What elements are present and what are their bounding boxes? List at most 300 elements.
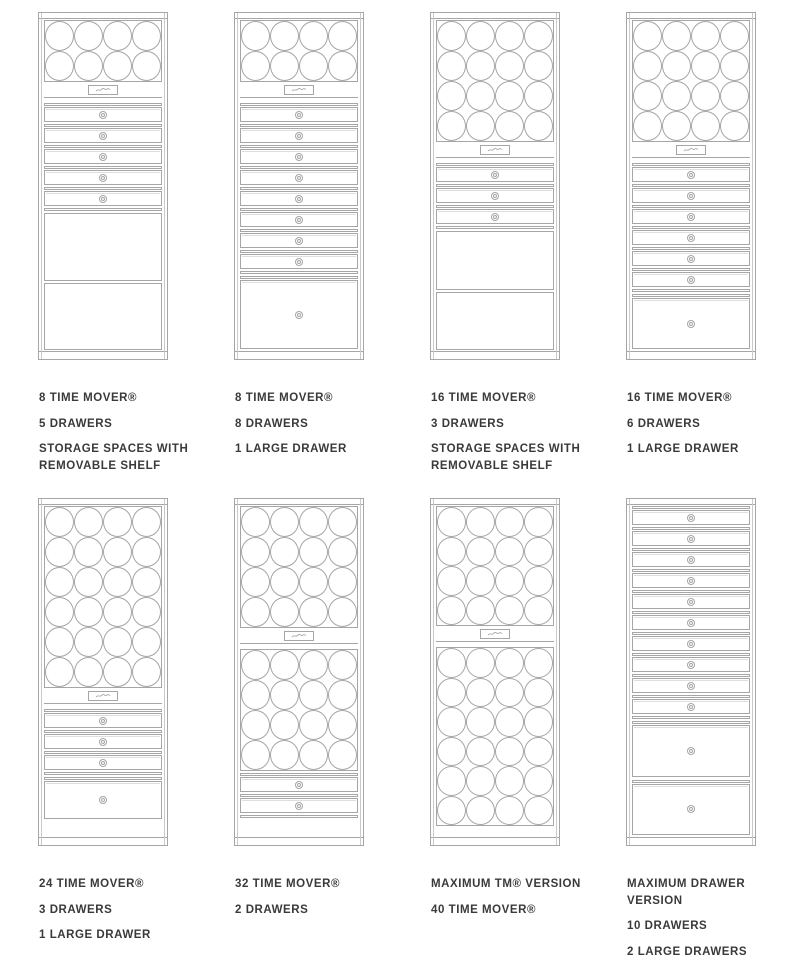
large-drawer-unit (632, 720, 750, 779)
drawer (240, 128, 358, 143)
large-drawer (632, 725, 750, 777)
drawer-stack (44, 102, 162, 212)
time-mover-slot (299, 507, 328, 537)
time-mover-slot (633, 51, 662, 81)
drawer-rail (240, 271, 358, 274)
drawer-knob-icon (295, 195, 303, 203)
cabinet-body (431, 505, 559, 837)
time-mover-row (437, 21, 553, 51)
drawer-knob-icon (99, 717, 107, 725)
drawer-knob-icon (687, 805, 695, 813)
time-mover-slot (524, 21, 553, 51)
time-mover-row (437, 796, 553, 826)
time-mover-slot (437, 81, 466, 111)
time-mover-slot (633, 111, 662, 141)
drawer-rail (44, 777, 162, 780)
time-mover-slot (103, 51, 132, 81)
time-mover-slot (241, 740, 270, 770)
drawer (632, 552, 750, 567)
time-mover-slot (103, 597, 132, 627)
caption-line: 1 LARGE DRAWER (235, 443, 347, 456)
time-mover-slot (328, 537, 357, 567)
time-mover-slot (466, 507, 495, 537)
time-mover-row (633, 81, 749, 111)
drawer-knob-icon (687, 661, 695, 669)
drawer-rail (44, 730, 162, 733)
time-mover-slot (466, 566, 495, 596)
drawer-stack (240, 772, 358, 819)
cabinet-body (431, 19, 559, 351)
time-mover-slot (720, 21, 749, 51)
drawer-knob-icon (295, 237, 303, 245)
caption-line: 24 TIME MOVER® (39, 878, 144, 890)
time-mover-slot (437, 596, 466, 626)
time-mover-slot (328, 567, 357, 597)
signature-icon (487, 147, 503, 153)
bottom-spacer (436, 827, 554, 837)
drawer-rail (44, 166, 162, 169)
time-mover-slot (633, 21, 662, 51)
cabinet-cell-max-drawer (626, 498, 800, 959)
time-mover-row (241, 21, 357, 51)
drawer-knob-icon (295, 153, 303, 161)
time-mover-section (632, 20, 750, 142)
section-divider (436, 642, 554, 646)
time-mover-slot (662, 21, 691, 51)
drawer (436, 209, 554, 224)
drawer-knob-icon (687, 747, 695, 755)
time-mover-slot (45, 627, 74, 657)
time-mover-slot (241, 710, 270, 740)
drawer (240, 149, 358, 164)
signature-icon (95, 87, 111, 93)
drawer-knob-icon (687, 535, 695, 543)
drawer (240, 191, 358, 206)
cabinet-body (235, 19, 363, 351)
large-drawer-unit (632, 293, 750, 351)
drawer-knob-icon (295, 111, 303, 119)
time-mover-slot (524, 51, 553, 81)
caption-line: 8 DRAWERS (235, 417, 309, 430)
time-mover-slot (103, 657, 132, 687)
cabinet-caption (235, 390, 411, 458)
drawer-rail (44, 709, 162, 712)
cabinet-diagram-tm24-d3-ld1 (38, 498, 168, 846)
time-mover-slot (662, 51, 691, 81)
drawer (632, 615, 750, 630)
storage-space (44, 283, 162, 351)
time-mover-slot (495, 766, 524, 796)
time-mover-slot (495, 537, 524, 567)
drawer-knob-icon (295, 802, 303, 810)
drawer (632, 573, 750, 588)
time-mover-slot (299, 650, 328, 680)
brand-plaque (676, 145, 706, 155)
drawer-rail (632, 184, 750, 187)
drawer-stack (632, 162, 750, 293)
drawer-knob-icon (99, 153, 107, 161)
drawer-rail (632, 695, 750, 698)
time-mover-slot (495, 596, 524, 626)
time-mover-slot (132, 627, 161, 657)
time-mover-slot (437, 766, 466, 796)
drawer-knob-icon (687, 577, 695, 585)
drawer-knob-icon (295, 258, 303, 266)
signature-icon (95, 693, 111, 699)
drawer (436, 188, 554, 203)
section-divider (240, 644, 358, 648)
drawer (632, 699, 750, 714)
time-mover-slot (328, 650, 357, 680)
drawer-knob-icon (99, 759, 107, 767)
time-mover-row (437, 81, 553, 111)
drawer (632, 188, 750, 203)
drawer-rail (240, 166, 358, 169)
drawer (44, 128, 162, 143)
time-mover-slot (720, 51, 749, 81)
cabinet-cell-tm16-d6-ld1 (626, 12, 800, 498)
time-mover-slot (45, 507, 74, 537)
time-mover-slot (241, 51, 270, 81)
time-mover-slot (466, 51, 495, 81)
drawer (44, 149, 162, 164)
drawer-rail (632, 205, 750, 208)
time-mover-slot (437, 796, 466, 826)
time-mover-slot (437, 111, 466, 141)
time-mover-slot (74, 507, 103, 537)
drawer-rail (44, 772, 162, 775)
time-mover-slot (241, 567, 270, 597)
time-mover-slot (437, 707, 466, 737)
brand-plaque (480, 629, 510, 639)
time-mover-row (633, 21, 749, 51)
caption-line: STORAGE SPACES WITH REMOVABLE SHELF (431, 443, 581, 473)
drawer-knob-icon (687, 255, 695, 263)
cabinet-diagram-tm16-d3-storage (430, 12, 560, 360)
time-mover-slot (241, 21, 270, 51)
cabinet-plinth (431, 837, 559, 845)
time-mover-slot (495, 678, 524, 708)
time-mover-slot (466, 707, 495, 737)
drawer-rail (436, 184, 554, 187)
time-mover-slot (466, 537, 495, 567)
drawer-knob-icon (687, 213, 695, 221)
time-mover-slot (466, 766, 495, 796)
drawer-stack (632, 505, 750, 720)
time-mover-row (45, 51, 161, 81)
time-mover-slot (132, 567, 161, 597)
drawer-rail (44, 103, 162, 106)
time-mover-slot (466, 596, 495, 626)
drawer-rail (240, 773, 358, 776)
drawer (632, 272, 750, 287)
time-mover-slot (132, 507, 161, 537)
time-mover-slot (437, 507, 466, 537)
cabinet-diagram-tm8-d8-ld1 (234, 12, 364, 360)
time-mover-slot (328, 710, 357, 740)
storage-space (436, 292, 554, 351)
time-mover-row (437, 507, 553, 537)
drawer (240, 107, 358, 122)
cabinet-diagram-max-drawer (626, 498, 756, 846)
drawer (240, 170, 358, 185)
drawer-rail (632, 653, 750, 656)
drawer-rail (240, 103, 358, 106)
drawer-rail (240, 229, 358, 232)
drawer-rail (632, 527, 750, 530)
brand-plaque (88, 691, 118, 701)
time-mover-slot (132, 51, 161, 81)
time-mover-slot (495, 21, 524, 51)
drawer-knob-icon (687, 640, 695, 648)
time-mover-slot (132, 597, 161, 627)
cabinet-plinth (235, 351, 363, 359)
drawer (240, 798, 358, 813)
drawer (44, 755, 162, 770)
cabinet-body (39, 19, 167, 351)
brand-plaque (480, 145, 510, 155)
drawer-rail (44, 187, 162, 190)
time-mover-slot (328, 740, 357, 770)
time-mover-row (437, 596, 553, 626)
time-mover-slot (524, 507, 553, 537)
drawer-rail (240, 276, 358, 279)
cabinet-plinth (627, 351, 755, 359)
caption-line: 40 TIME MOVER® (431, 903, 536, 916)
cabinet-caption (627, 390, 800, 458)
drawer-rail (632, 163, 750, 166)
time-mover-slot (495, 648, 524, 678)
time-mover-slot (132, 537, 161, 567)
time-mover-slot (524, 537, 553, 567)
time-mover-section (436, 20, 554, 142)
time-mover-slot (241, 650, 270, 680)
drawer (632, 678, 750, 693)
time-mover-slot (437, 648, 466, 678)
drawer-rail (632, 611, 750, 614)
time-mover-section (436, 647, 554, 826)
time-mover-slot (437, 566, 466, 596)
cabinet-caption (39, 876, 215, 944)
cabinet-diagram-tm8-d5-storage (38, 12, 168, 360)
caption-line: 16 TIME MOVER® (627, 392, 732, 404)
drawer-rail (632, 721, 750, 724)
time-mover-row (633, 51, 749, 81)
drawer-stack (240, 102, 358, 275)
drawer-rail (632, 289, 750, 292)
drawer-knob-icon (295, 311, 303, 319)
time-mover-slot (45, 21, 74, 51)
time-mover-slot (495, 51, 524, 81)
drawer-knob-icon (687, 514, 695, 522)
time-mover-slot (466, 737, 495, 767)
time-mover-slot (270, 21, 299, 51)
drawer-rail (44, 208, 162, 211)
time-mover-slot (437, 678, 466, 708)
drawer-rail (240, 187, 358, 190)
time-mover-slot (328, 507, 357, 537)
drawer-rail (240, 124, 358, 127)
time-mover-slot (74, 51, 103, 81)
time-mover-slot (74, 21, 103, 51)
cabinet-diagram-tm16-d6-ld1 (626, 12, 756, 360)
time-mover-slot (328, 680, 357, 710)
cabinet-cell-tm8-d8-ld1 (234, 12, 430, 498)
time-mover-slot (74, 597, 103, 627)
drawer-knob-icon (687, 556, 695, 564)
time-mover-slot (524, 796, 553, 826)
time-mover-slot (466, 678, 495, 708)
cabinet-plinth (627, 837, 755, 845)
cabinet-caption (39, 390, 215, 475)
large-drawer-unit (632, 779, 750, 838)
cabinet-diagram-tm32-d2 (234, 498, 364, 846)
time-mover-section (44, 506, 162, 688)
time-mover-slot (633, 81, 662, 111)
drawer-knob-icon (687, 619, 695, 627)
drawer-knob-icon (687, 682, 695, 690)
drawer (240, 254, 358, 269)
time-mover-slot (524, 766, 553, 796)
drawer (632, 594, 750, 609)
time-mover-slot (328, 51, 357, 81)
time-mover-slot (103, 567, 132, 597)
time-mover-slot (524, 81, 553, 111)
drawer-rail (240, 208, 358, 211)
drawer-knob-icon (295, 132, 303, 140)
time-mover-slot (299, 537, 328, 567)
large-drawer-unit (44, 776, 162, 821)
time-mover-row (437, 566, 553, 596)
cabinet-diagram-max-tm-40 (430, 498, 560, 846)
brand-plaque-band (436, 627, 554, 642)
time-mover-slot (103, 537, 132, 567)
cabinet-body (627, 19, 755, 351)
drawer (44, 170, 162, 185)
drawer-knob-icon (99, 174, 107, 182)
brand-plaque (284, 85, 314, 95)
time-mover-slot (74, 537, 103, 567)
drawer-knob-icon (295, 781, 303, 789)
time-mover-slot (74, 657, 103, 687)
drawer (632, 251, 750, 266)
cabinet-cell-tm8-d5-storage (38, 12, 234, 498)
time-mover-row (241, 597, 357, 627)
time-mover-row (45, 657, 161, 687)
drawer-knob-icon (99, 796, 107, 804)
bottom-spacer (44, 821, 162, 837)
time-mover-row (437, 678, 553, 708)
time-mover-slot (466, 81, 495, 111)
time-mover-slot (495, 796, 524, 826)
caption-line: 2 LARGE DRAWERS (627, 946, 748, 959)
time-mover-row (45, 567, 161, 597)
time-mover-slot (241, 507, 270, 537)
drawer-knob-icon (295, 216, 303, 224)
cabinet-plinth (39, 351, 167, 359)
time-mover-slot (270, 537, 299, 567)
time-mover-slot (103, 627, 132, 657)
caption-line: 3 DRAWERS (39, 903, 113, 916)
time-mover-slot (437, 51, 466, 81)
time-mover-slot (299, 680, 328, 710)
drawer-rail (632, 548, 750, 551)
time-mover-section (44, 20, 162, 82)
caption-line: 5 DRAWERS (39, 417, 113, 430)
time-mover-slot (299, 51, 328, 81)
time-mover-slot (495, 111, 524, 141)
time-mover-slot (103, 21, 132, 51)
time-mover-slot (466, 796, 495, 826)
time-mover-slot (299, 710, 328, 740)
time-mover-slot (328, 597, 357, 627)
drawer-knob-icon (687, 320, 695, 328)
time-mover-slot (495, 81, 524, 111)
caption-line: 8 TIME MOVER® (39, 392, 138, 404)
time-mover-slot (241, 680, 270, 710)
time-mover-row (45, 507, 161, 537)
caption-line: 16 TIME MOVER® (431, 392, 536, 404)
cabinet-caption (235, 876, 411, 918)
drawer-rail (240, 145, 358, 148)
brand-plaque-band (44, 83, 162, 98)
time-mover-row (45, 627, 161, 657)
brand-plaque-band (240, 629, 358, 644)
time-mover-slot (495, 507, 524, 537)
caption-line: 32 TIME MOVER® (235, 878, 340, 890)
drawer-rail (632, 632, 750, 635)
time-mover-slot (299, 740, 328, 770)
drawer-knob-icon (687, 598, 695, 606)
time-mover-slot (524, 111, 553, 141)
drawer-knob-icon (99, 738, 107, 746)
brand-plaque (88, 85, 118, 95)
brand-plaque-band (44, 689, 162, 704)
drawer-rail (632, 506, 750, 509)
cabinet-cell-tm24-d3-ld1 (38, 498, 234, 956)
time-mover-slot (691, 21, 720, 51)
large-drawer (632, 784, 750, 836)
brand-plaque-band (632, 143, 750, 158)
time-mover-row (437, 707, 553, 737)
time-mover-section (240, 649, 358, 771)
time-mover-row (241, 680, 357, 710)
drawer-rail (632, 569, 750, 572)
time-mover-slot (495, 707, 524, 737)
time-mover-row (437, 51, 553, 81)
drawer (632, 657, 750, 672)
time-mover-slot (45, 657, 74, 687)
drawer (632, 230, 750, 245)
time-mover-slot (270, 740, 299, 770)
drawer-knob-icon (491, 192, 499, 200)
cabinet-body (627, 505, 755, 837)
time-mover-slot (241, 537, 270, 567)
caption-line: MAXIMUM TM® VERSION (431, 878, 581, 890)
cabinet-body (235, 505, 363, 837)
drawer (632, 167, 750, 182)
drawer (44, 713, 162, 728)
time-mover-slot (74, 567, 103, 597)
drawer-knob-icon (687, 703, 695, 711)
drawer (44, 107, 162, 122)
time-mover-slot (270, 680, 299, 710)
caption-line: MAXIMUM DRAWER VERSION (627, 878, 746, 907)
drawer (44, 734, 162, 749)
time-mover-slot (662, 111, 691, 141)
drawer-knob-icon (491, 213, 499, 221)
drawer (240, 233, 358, 248)
